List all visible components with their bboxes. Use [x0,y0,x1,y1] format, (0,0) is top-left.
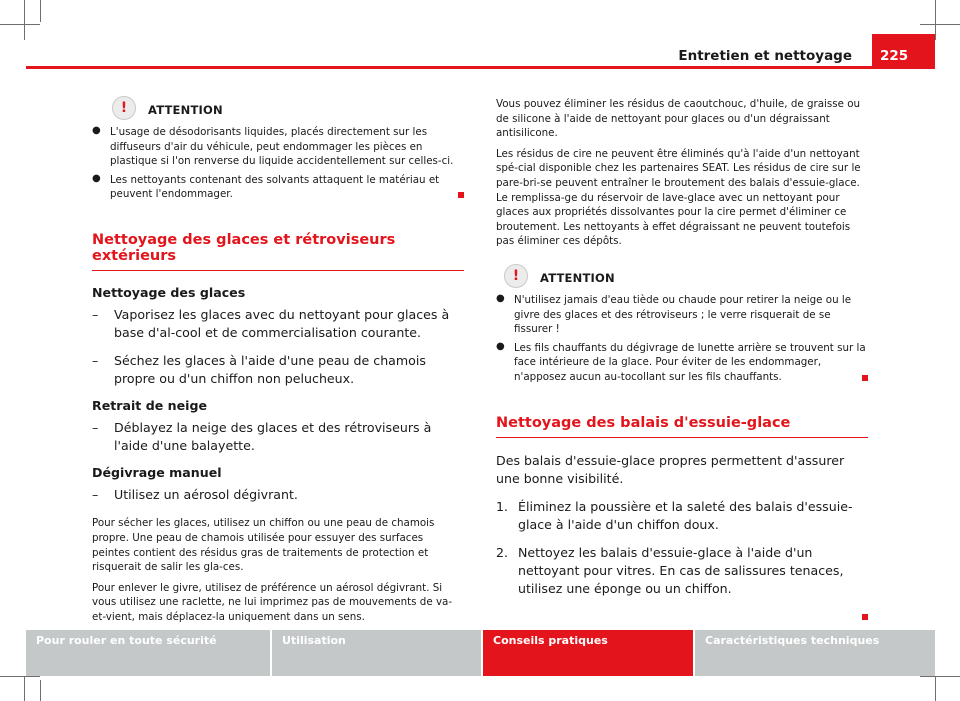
dash-icon: – [92,353,99,369]
note-paragraph: Pour enlever le givre, utilisez de préférence un aérosol dégivrant. Si vous utilisez une raclette, ne lui imprimez pas de mouvements de va-et-vient, mais déplacez-la uniquement dans un sens. [92,581,453,624]
attention-label: ATTENTION [148,103,223,117]
list-item: – Vaporisez les glaces avec du nettoyant pour glaces à base d'al-cool et de commercialisation courante. [92,307,450,341]
dash-icon: – [92,420,99,436]
intro-paragraph: Des balais d'essuie-glace propres permettent d'assurer une bonne visibilité. [496,453,845,486]
page-number-box [872,34,935,69]
crop-mark [920,676,960,677]
section-header [92,232,464,272]
section-title: Nettoyage des balais d'essuie-glace [496,414,791,431]
crop-mark [920,24,960,25]
footer-tab-specifications[interactable]: Caractéristiques techniques [695,630,935,676]
footer-tab-usage[interactable]: Utilisation [272,630,481,676]
step-number: 1. [496,499,509,514]
attention-header [504,263,868,289]
paragraph: Vous pouvez éliminer les résidus de caoutchouc, d'huile, de graisse ou de silicone à l'aide de nettoyant pour glaces ou d'un dégraissant antisilicone. [496,98,861,140]
attention-bullet [92,173,464,202]
bullet-icon: ● [92,172,101,184]
step-item [496,544,868,620]
section-header [496,415,868,439]
attention-label: ATTENTION [540,270,615,285]
warning-icon: ! [112,96,136,120]
end-mark-icon [458,192,464,198]
attention-bullet [92,125,464,169]
left-column [92,95,464,625]
subheading: Nettoyage des glaces [92,285,246,301]
crop-mark [24,676,25,701]
attention-header [112,95,464,121]
section-rule [496,437,868,439]
step-text: Nettoyez les balais d'essuie-glace à l'aide d'un nettoyant pour vitres. En cas de salissures tenaces, utilisez une éponge ou un chiffon. [518,544,868,620]
crop-mark [935,0,936,40]
attention-bullet: ● N'utilisez jamais d'eau tiède ou chaude pour retirer la neige ou le givre des glaces et des rétroviseurs ; le verre risquerait de se fissurer ! [496,292,852,336]
attention-box [112,95,464,121]
warning-icon: ! [504,264,528,288]
note-paragraph: Pour sécher les glaces, utilisez un chiffon ou une peau de chamois propre. Une peau de chamois utilisée pour essuyer des surfaces peintes contient des résidus gras de traitements de protection et risquerait de salir les gla-ces. [92,517,435,574]
crop-mark [40,680,41,701]
attention-bullets [92,125,464,202]
dash-icon: – [92,487,99,503]
step-item [496,498,868,534]
bullet-icon: ● [496,340,505,352]
bullet-icon: ● [496,292,505,304]
list-item: – Utilisez un aérosol dégivrant. [92,487,298,503]
end-mark-icon [862,614,868,620]
footer-tab-practical-tips[interactable]: Conseils pratiques [483,630,693,676]
footer-tab-safety[interactable]: Pour rouler en toute sécurité [26,630,270,676]
subheading: Retrait de neige [92,398,208,414]
list-item: – Séchez les glaces à l'aide d'une peau de chamois propre ou d'un chiffon non pelucheux. [92,353,426,387]
list-item: – Déblayez la neige des glaces et des rétroviseurs à l'aide d'une balayette. [92,420,432,454]
section-title: Nettoyage des glaces et rétroviseurs extérieurs [92,231,396,264]
attention-box [504,263,868,289]
bullet-icon: ● [92,125,101,136]
section-rule [92,270,464,272]
step-text: Éliminez la poussière et la saleté des balais d'essuie-glace à l'aide d'un chiffon doux. [518,499,853,532]
paragraph: Les résidus de cire ne peuvent être éliminés qu'à l'aide d'un nettoyant spé-cial disponible chez les partenaires SEAT. Les résidus de cire sur le pare-bri-se peuvent entraîner le broutement des balais d'essuie-glace. Le remplissa-ge du réservoir de lave-glace avec un nettoyant pour glaces aux propriétés dissolvantes pour la cire permet d'éliminer ce broutement. Les nettoyants à effet dégraissant ne peuvent toutefois pas éliminer ces dépôts. [496,147,861,248]
subheading: Dégivrage manuel [92,465,222,481]
attention-bullets [496,293,868,385]
page-number: 225 [880,48,909,64]
attention-text: L'usage de désodorisants liquides, placés directement sur les diffuseurs d'air du véhicule, peut endommager les pièces en plastique si l'on renverse du liquide accidentellement sur celles-ci. [110,126,454,168]
attention-text: Les nettoyants contenant des solvants attaquent le matériau et peuvent l'endommager. [110,173,464,202]
step-number: 2. [496,545,509,560]
attention-bullet: ● Les fils chauffants du dégivrage de lunette arrière se trouvent sur la face intérieure de la glace. Pour éviter de les endommager, n'apposez aucun au-tocollant sur les fils chauffants. [496,341,868,385]
crop-mark [24,0,25,40]
crop-mark [0,676,40,677]
end-mark-icon [862,375,868,381]
crop-mark [935,676,936,701]
page-title: Entretien et nettoyage [678,48,852,64]
crop-mark [40,0,41,22]
crop-mark [0,24,40,25]
header-rule [26,66,935,69]
right-column [496,97,868,620]
dash-icon: – [92,307,99,323]
